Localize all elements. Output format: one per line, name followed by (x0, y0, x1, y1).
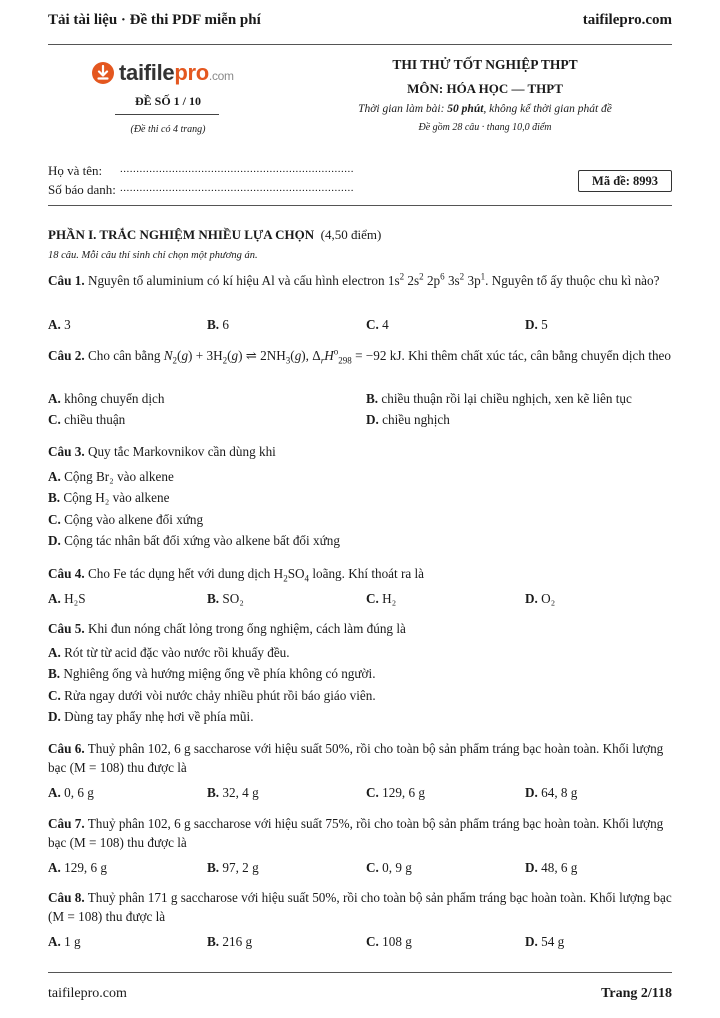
header-site-link[interactable]: taifilepro.com (582, 12, 672, 28)
option-b[interactable]: B. 6 (207, 317, 229, 332)
option-b[interactable]: B. 97, 2 g (207, 860, 259, 875)
option-c[interactable]: C. 0, 9 g (366, 860, 412, 875)
option-d[interactable]: D. chiều nghịch (366, 412, 450, 427)
info-divider (48, 205, 672, 206)
question-7: Câu 7. Thuỷ phân 102, 6 g saccharose với hiệu suất 75%, rồi cho toàn bộ sản phẩm tráng bạc hoàn toàn. Khối lượng bạc (M = 108) thu được là (48, 816, 664, 850)
exam-page-count: (Đề thi có 4 trang) (130, 124, 206, 135)
option-a[interactable]: A. Cộng Br₂ vào alkene (48, 469, 174, 484)
exam-question-count: Đề gồm 28 câu · thang 10,0 điểm (418, 122, 552, 133)
option-c[interactable]: C. Rửa ngay dưới vòi nước chảy nhiều phút rồi báo giáo viên. (48, 688, 376, 703)
option-d[interactable]: D. Dùng tay phẩy nhẹ hơi về phía mũi. (48, 709, 254, 724)
option-a[interactable]: A. 1 g (48, 934, 81, 949)
question-8: Câu 8. Thuỷ phân 171 g saccharose với hiệu suất 50%, rồi cho toàn bộ sản phẩm tráng bạc hoàn toàn. Khối lượng bạc (M = 108) thu được là (48, 890, 672, 924)
logo-wordmark: taifilepro.com (119, 60, 234, 85)
option-d[interactable]: D. 64, 8 g (525, 785, 578, 800)
option-a[interactable]: A. 129, 6 g (48, 860, 107, 875)
name-blank[interactable]: ........................................................................ (120, 163, 354, 175)
exam-code-box: Mã đề: 8993 (578, 170, 672, 192)
page-footer (48, 986, 672, 1002)
footer-divider (48, 972, 672, 973)
footer-site-link[interactable]: taifilepro.com (48, 986, 127, 1001)
section-heading: PHẦN I. TRẮC NGHIỆM NHIỀU LỰA CHỌN (4,50 điểm) (48, 227, 382, 242)
top-header (48, 12, 672, 34)
question-3: Câu 3. Quy tắc Markovnikov cần dùng khi (48, 444, 276, 459)
option-d[interactable]: D. 5 (525, 317, 548, 332)
option-b[interactable]: B. 32, 4 g (207, 785, 259, 800)
option-b[interactable]: B. 216 g (207, 934, 253, 949)
exam-title: THI THỬ TỐT NGHIỆP THPT (392, 57, 578, 72)
header-divider (48, 44, 672, 45)
name-label: Họ và tên: (48, 163, 103, 178)
option-c[interactable]: C. Cộng vào alkene đối xứng (48, 512, 204, 527)
option-c[interactable]: C. 108 g (366, 934, 412, 949)
option-c[interactable]: C. H₂ (366, 591, 397, 606)
exam-number: ĐỀ SỐ 1 / 10 (134, 94, 201, 108)
name-field[interactable] (48, 163, 354, 179)
candidate-id-field[interactable] (48, 182, 354, 198)
download-icon (92, 62, 114, 84)
option-d[interactable]: D. O₂ (525, 591, 556, 606)
header-tagline: Tải tài liệu · Đề thi PDF miễn phí (48, 12, 261, 28)
question-2: Câu 2. Cho cân bằng $N_2(g) + 3H_2(g)$ ⇌ $2NH_3(g)$, $\Delta_rH^o_{298} = -92$ kJ. Khi thêm chất xúc tác, cân bằng chuyển dịch theo (48, 346, 671, 366)
option-a[interactable]: A. không chuyển dịch (48, 391, 165, 406)
exam-subject: MÔN: HÓA HỌC — THPT (407, 81, 563, 96)
question-5: Câu 5. Khi đun nóng chất lỏng trong ống nghiệm, cách làm đúng là (48, 621, 406, 636)
option-d[interactable]: D. 48, 6 g (525, 860, 578, 875)
option-b[interactable]: B. Nghiêng ống và hướng miệng ống về phía không có người. (48, 666, 376, 681)
option-b[interactable]: B. Cộng H₂ vào alkene (48, 490, 170, 505)
exam-number-underline (115, 114, 219, 115)
option-a[interactable]: A. H₂S (48, 591, 86, 606)
option-a[interactable]: A. 0, 6 g (48, 785, 94, 800)
option-b[interactable]: B. chiều thuận rồi lại chiều nghịch, xen kẽ liên tục (366, 391, 632, 406)
candidate-id-label: Số báo danh: (48, 182, 116, 197)
exam-duration: Thời gian làm bài: 50 phút, không kể thời gian phát đề (358, 103, 612, 115)
question-1: Câu 1. Nguyên tố aluminium có kí hiệu Al và cấu hình electron $1s^2$ $2s^2$ $2p^6$ $3s^2$ $3p^1$. Nguyên tố ấy thuộc chu kì nào? (48, 271, 660, 288)
candidate-id-blank[interactable]: ........................................................................ (120, 182, 354, 194)
option-a[interactable]: A. Rót từ từ acid đặc vào nước rồi khuấy đều. (48, 645, 290, 660)
question-6: Câu 6. Thuỷ phân 102, 6 g saccharose với hiệu suất 50%, rồi cho toàn bộ sản phẩm tráng bạc hoàn toàn. Khối lượng bạc (M = 108) thu được là (48, 741, 664, 775)
section-instruction: 18 câu. Mỗi câu thí sinh chỉ chọn một phương án. (48, 250, 258, 261)
option-c[interactable]: C. chiều thuận (48, 412, 126, 427)
page-number: Trang 2/118 (601, 986, 672, 1001)
question-4: Câu 4. Cho Fe tác dụng hết với dung dịch $H_2SO_4$ loãng. Khí thoát ra là (48, 566, 425, 584)
option-d[interactable]: D. 54 g (525, 934, 565, 949)
option-a[interactable]: A. 3 (48, 317, 71, 332)
option-d[interactable]: D. Cộng tác nhân bất đối xứng vào alkene bất đối xứng (48, 533, 340, 548)
site-logo[interactable] (92, 60, 234, 86)
option-c[interactable]: C. 129, 6 g (366, 785, 425, 800)
option-c[interactable]: C. 4 (366, 317, 389, 332)
option-b[interactable]: B. SO₂ (207, 591, 244, 606)
